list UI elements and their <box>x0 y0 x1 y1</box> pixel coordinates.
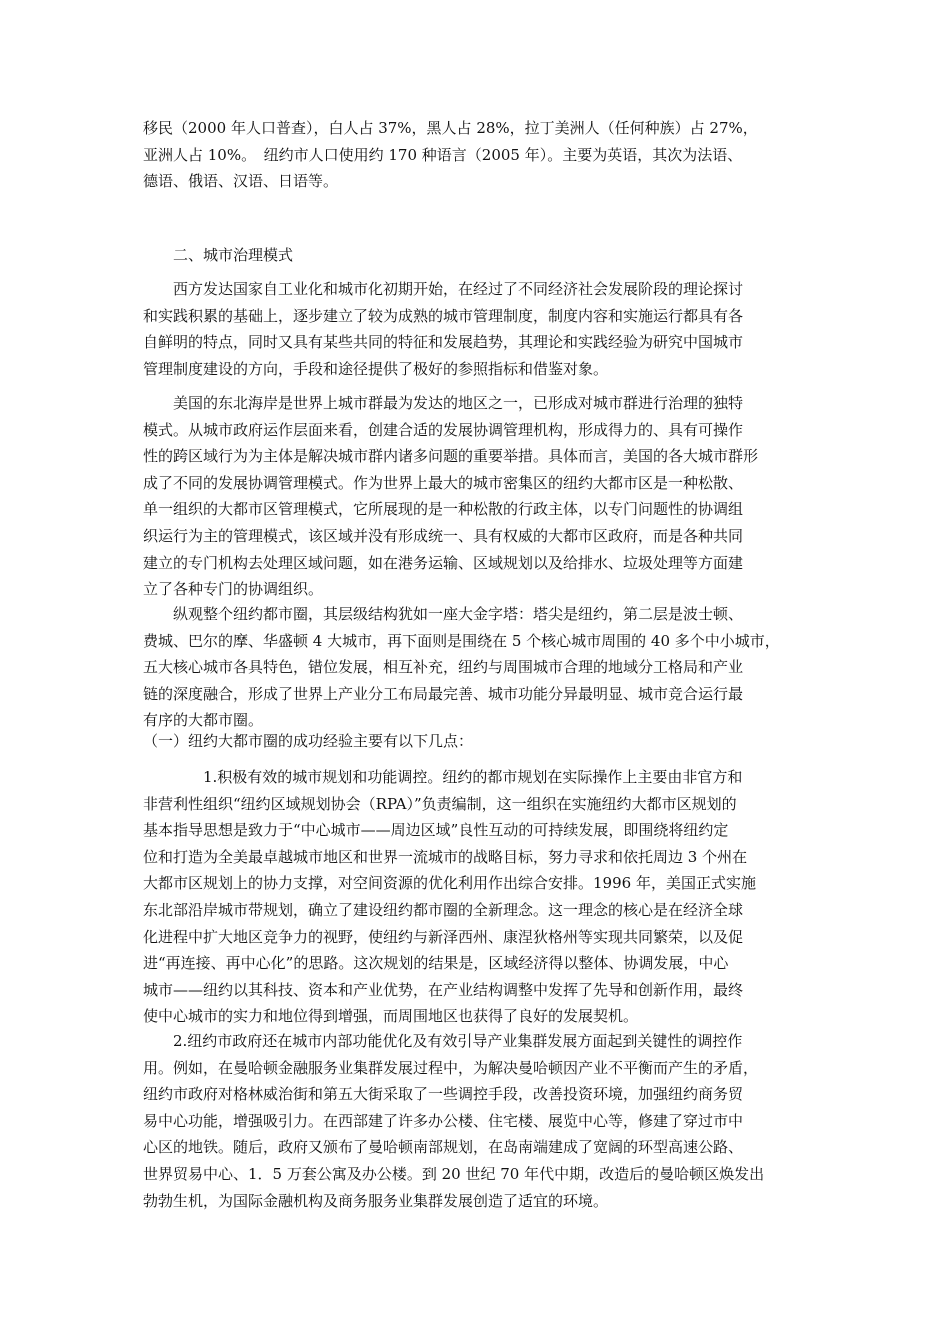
text-line: 费城、巴尔的摩、华盛顿 4 大城市，再下面则是围绕在 5 个核心城市周围的 40 多个中小城市， <box>143 631 780 650</box>
text-line: 位和打造为全美最卓越城市地区和世界一流城市的战略目标，努力寻求和依托周边 3 个州在 <box>143 847 748 866</box>
text-line: 自鲜明的特点，同时又具有某些共同的特征和发展趋势，其理论和实践经验为研究中国城市 <box>143 333 744 352</box>
text-line: 基本指导思想是致力于“中心城市——周边区域”良性互动的可持续发展，即围绕将纽约定 <box>143 821 729 840</box>
paragraph-western-cities <box>143 276 811 382</box>
text-line: 城市——纽约以其科技、资本和产业优势，在产业结构调整中发挥了先导和创新作用，最终 <box>143 980 744 999</box>
text-line: 织运行为主的管理模式，该区域并没有形成统一、具有权威的大都市区政府，而是各种共同 <box>143 526 744 545</box>
text-line: 纵观整个纽约都市圈，其层级结构犹如一座大金字塔：塔尖是纽约，第二层是波士顿、 <box>173 605 744 623</box>
text-line: 易中心功能，增强吸引力。在西部建了许多办公楼、住宅楼、展览中心等，修建了穿过市中 <box>143 1111 744 1130</box>
text-line: 勃勃生机，为国际金融机构及商务服务业集群发展创造了适宜的环境。 <box>143 1191 609 1210</box>
text-line: 非营利性组织“纽约区域规划协会（RPA）”负责编制，这一组织在实施纽约大都市区规划的 <box>143 794 737 813</box>
text-line: 2.纽约市政府还在城市内部功能优化及有效引导产业集群发展方面起到关键性的调控作 <box>173 1032 743 1050</box>
text-line: 用。例如，在曼哈顿金融服务业集群发展过程中，为解决曼哈顿因产业不平衡而产生的矛盾， <box>143 1058 759 1077</box>
text-line: 美国的东北海岸是世界上城市群最为发达的地区之一，已形成对城市群进行治理的独特 <box>173 394 744 412</box>
text-line: 管理制度建设的方向，手段和途径提供了极好的参照指标和借鉴对象。 <box>143 359 609 378</box>
section-heading <box>143 242 811 269</box>
text-line: 东北部沿岸城市带规划，确立了建设纽约都市圈的全新理念。这一理念的核心是在经济全球 <box>143 900 744 919</box>
text-line: 立了各种专门的协调组织。 <box>143 580 324 599</box>
text-line: 德语、俄语、汉语、日语等。 <box>143 172 339 191</box>
text-line: 使中心城市的实力和地位得到增强，而周围地区也获得了良好的发展契机。 <box>143 1007 639 1026</box>
paragraph-point-2 <box>143 1028 811 1214</box>
text-line: 有序的大都市圈。 <box>143 711 264 730</box>
text-line: 大都市区规划上的协力支撑，对空间资源的优化利用作出综合安排。1996 年，美国正式实施 <box>143 874 756 893</box>
paragraph-population <box>143 115 811 195</box>
text-line: 模式。从城市政府运作层面来看，创建合适的发展协调管理机构，形成得力的、具有可操作 <box>143 420 744 439</box>
paragraph-us-northeast <box>143 390 811 603</box>
text-line: 单一组织的大都市区管理模式，它所展现的是一种松散的行政主体，以专门问题性的协调组 <box>143 500 744 519</box>
paragraph-point-1 <box>143 764 811 1030</box>
text-line: 心区的地铁。随后，政府又颁布了曼哈顿南部规划，在岛南端建成了宽阔的环型高速公路、 <box>143 1138 744 1157</box>
text-line: 西方发达国家自工业化和城市化初期开始，在经过了不同经济社会发展阶段的理论探讨 <box>173 280 744 298</box>
heading-text: 二、城市治理模式 <box>173 246 294 264</box>
text-line: 移民（2000 年人口普查），白人占 37%，黑人占 28%，拉丁美洲人（任何种族）占 27%， <box>143 119 758 137</box>
text-line: 纽约市政府对格林威治街和第五大街采取了一些调控手段，改善投资环境，加强纽约商务贸 <box>143 1085 744 1104</box>
text-line: 亚洲人占 10%。 纽约市人口使用约 170 种语言（2005 年）。主要为英语，其次为法语、 <box>143 145 743 164</box>
text-line: 世界贸易中心、1．5 万套公寓及办公楼。到 20 世纪 70 年代中期，改造后的曼哈顿区焕发出 <box>143 1164 765 1183</box>
text-line: 进“再连接、再中心化”的思路。这次规划的结果是，区域经济得以整体、协调发展，中心 <box>143 954 729 973</box>
text-line: 化进程中扩大地区竞争力的视野，使纽约与新泽西州、康涅狄格州等实现共同繁荣，以及促 <box>143 927 744 946</box>
text-line: 成了不同的发展协调管理模式。作为世界上最大的城市密集区的纽约大都市区是一种松散、 <box>143 473 744 492</box>
subheading-text: （一）纽约大都市圈的成功经验主要有以下几点： <box>143 732 474 750</box>
text-line: 性的跨区域行为为主体是解决城市群内诸多问题的重要举措。具体而言，美国的各大城市群形 <box>143 447 759 466</box>
text-line: 和实践积累的基础上，逐步建立了较为成熟的城市管理制度，制度内容和实施运行都具有各 <box>143 306 744 325</box>
text-line: 链的深度融合，形成了世界上产业分工布局最完善、城市功能分异最明显、城市竞合运行最 <box>143 684 744 703</box>
subsection-heading <box>143 728 811 755</box>
text-line: 建立的专门机构去处理区域问题，如在港务运输、区域规划以及给排水、垃圾处理等方面建 <box>143 553 744 572</box>
text-line: 1.积极有效的城市规划和功能调控。纽约的都市规划在实际操作上主要由非官方和 <box>203 768 743 786</box>
paragraph-ny-metro <box>143 601 811 734</box>
text-line: 五大核心城市各具特色，错位发展，相互补充，纽约与周围城市合理的地域分工格局和产业 <box>143 658 744 677</box>
